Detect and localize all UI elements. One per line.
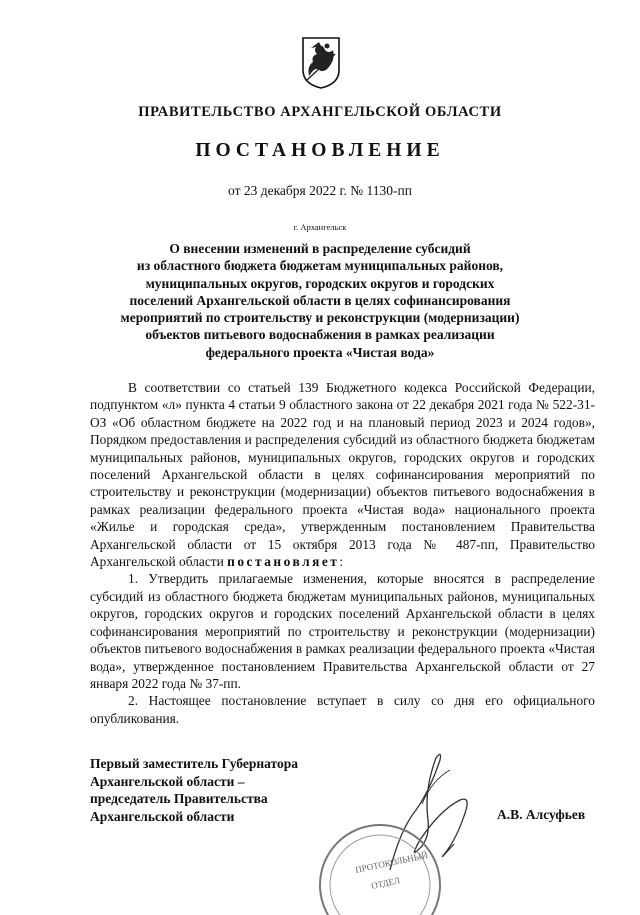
signatory-position-line: председатель Правительства <box>90 791 268 806</box>
document-body <box>90 379 595 727</box>
signatory-position-line: Архангельской области <box>90 808 235 824</box>
title-line: федерального проекта «Чистая вода» <box>205 344 435 360</box>
signatory-position <box>90 755 298 825</box>
svg-text:ОТДЕЛ: ОТДЕЛ <box>370 875 401 891</box>
title-line: муниципальных округов, городских округов и городских <box>145 275 495 291</box>
item-2-paragraph: 2. Настоящее постановление вступает в силу со дня его официального опубликования. <box>90 693 595 726</box>
document-date-number: от 23 декабря 2022 г. № 1130-пп <box>228 183 412 198</box>
organization-name: ПРАВИТЕЛЬСТВО АРХАНГЕЛЬСКОЙ ОБЛАСТИ <box>138 104 502 120</box>
title-line: О внесении изменений в распределение субсидий <box>169 241 471 256</box>
signatory-name: А.В. Алсуфьев <box>497 807 586 822</box>
svg-text:ПРОТОКОЛЬНЫЙ: ПРОТОКОЛЬНЫЙ <box>354 849 429 875</box>
coat-of-arms-icon <box>301 36 341 90</box>
item-1-paragraph: 1. Утвердить прилагаемые изменения, которые вносятся в распределение субсидий из областного бюджета бюджетам муниципальных районов, муниципальных округов, городских округов и городских поселений Архангельской области в целях софинансирования мероприятий по строительству и реконструкции (модернизации) объектов питьевого водоснабжения в рамках реализации федерального проекта «Чистая вода», утвержденное постановлением Правительства Архангельской области от 27 января 2022 года № 37-пп. <box>90 571 595 691</box>
official-stamp <box>300 805 450 915</box>
preamble-paragraph: В соответствии со статьей 139 Бюджетного кодекса Российской Федерации, подпунктом «л» пункта 4 статьи 9 областного закона от 22 декабря 2021 года № 522-31-ОЗ «Об областном бюджете на 2022 год и на плановый период 2023 и 2024 годов», Порядком предоставления и распределения субсидий из областного бюджета бюджетам муниципальных районов, муниципальных округов, городских округов и городских поселений Архангельской области в целях софинансирования мероприятий по строительству и реконструкции (модернизации) объектов питьевого водоснабжения в рамках реализации федерального проекта «Чистая вода» национального проекта «Жилье и городская среда», утвержденным постановлением Правительства Архангельской области от 15 октября 2013 года № 487-пп, Правительство Архангельской области постановляет: <box>90 380 595 570</box>
document-city: г. Архангельск <box>293 222 347 232</box>
title-line: объектов питьевого водоснабжения в рамках реализации <box>145 327 495 343</box>
document-type: ПОСТАНОВЛЕНИЕ <box>195 140 445 161</box>
title-line: мероприятий по строительству и реконструкции (модернизации) <box>120 310 520 326</box>
document-title <box>100 240 540 361</box>
title-line: поселений Архангельской области в целях софинансирования <box>129 292 511 308</box>
decree-word: постановляет <box>227 554 340 570</box>
signatory-position-line: Первый заместитель Губернатора <box>90 756 298 771</box>
title-line: из областного бюджета бюджетам муниципальных районов, <box>136 258 504 274</box>
preamble-text: В соответствии со статьей 139 Бюджетного кодекса Российской Федерации, подпунктом «л» пункта 4 статьи 9 областного закона от 22 декабря 2021 года № 522-31-ОЗ «Об областном бюджете на 2022 год и на плановый период 2023 и 2024 годов», Порядком предоставления и распределения субсидий из областного бюджета бюджетам муниципальных районов, муниципальных округов, городских округов и городских поселений Архангельской области в целях софинансирования мероприятий по строительству и реконструкции (модернизации) объектов питьевого водоснабжения в рамках реализации федерального проекта «Чистая вода» национального проекта «Жилье и городская среда», утвержденным постановлением Правительства Архангельской области от 15 октября 2013 года № 487-пп, Правительство Архангельской области <box>90 380 595 570</box>
signatory-position-line: Архангельской области – <box>90 773 245 789</box>
